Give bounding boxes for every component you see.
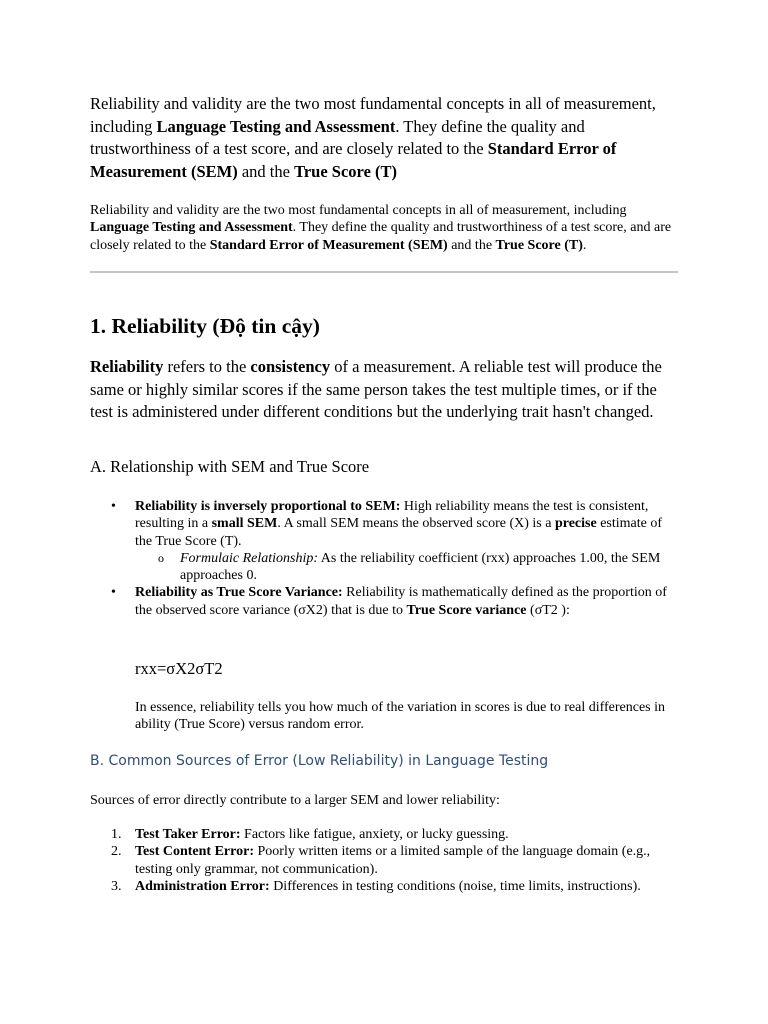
error-source-label: Test Content Error: xyxy=(135,844,254,860)
bullet-list-sem xyxy=(90,498,680,619)
bullet-inverse-proportional xyxy=(90,498,680,550)
intro-paragraph xyxy=(90,93,680,183)
bullet-bold-label: Reliability as True Score Variance: xyxy=(135,585,343,601)
error-source-text: Factors like fatigue, anxiety, or lucky guessing. xyxy=(240,827,509,842)
error-source-text: Poorly written items or a limited sample of the language domain (e.g., testing only grammar, not communication). xyxy=(135,844,651,877)
sub-bullet-formulaic-relationship xyxy=(90,550,680,585)
error-sources-list xyxy=(90,826,680,895)
list-number: 1. xyxy=(111,827,122,842)
section-heading-reliability: 1. Reliability (Độ tin cậy) xyxy=(90,314,320,338)
bullet-text: . A small SEM means the observed score (X) is a xyxy=(277,516,555,532)
summary-text: . xyxy=(582,237,587,253)
summary-text: and the xyxy=(447,237,496,253)
def-bold-consistency: consistency xyxy=(250,357,331,376)
bullet-bold-label: Reliability is inversely proportional to SEM: xyxy=(135,499,401,514)
summary-bold-language-testing: Language Testing and Assessment xyxy=(90,220,293,236)
reliability-definition xyxy=(90,356,680,424)
def-text: of a measurement. A reliable test will produce the same or highly similar scores if the same person takes the test multiple times, or if the test is administered under different conditions but the underlying trait hasn't changed. xyxy=(90,357,662,422)
summary-bold-true-score: True Score (T) xyxy=(495,237,583,253)
summary-paragraph xyxy=(90,202,680,254)
def-bold-reliability: Reliability xyxy=(90,357,164,376)
reliability-formula: rxx=σX2σT2 xyxy=(135,659,223,678)
list-number: 3. xyxy=(111,878,122,894)
bullet-bold-small-sem: small SEM xyxy=(211,516,278,532)
intro-bold-sem: Standard Error of Measurement (SEM) xyxy=(90,139,617,181)
error-source-label: Test Taker Error: xyxy=(135,827,241,842)
bullet-text: estimate of the True Score (T). xyxy=(135,516,663,549)
subheading-relationship-sem: A. Relationship with SEM and True Score xyxy=(90,457,370,476)
intro-bold-true-score: True Score (T) xyxy=(294,161,398,181)
essence-paragraph: In essence, reliability tells you how much of the variation in scores is due to real differences in ability (True Score) versus random error. xyxy=(135,700,666,733)
subheading-sources-of-error: B. Common Sources of Error (Low Reliability) in Language Testing xyxy=(90,753,549,769)
summary-bold-sem: Standard Error of Measurement (SEM) xyxy=(209,237,448,253)
bullet-bold-precise: precise xyxy=(554,516,597,532)
intro-text: . They define the quality and trustworthiness of a test score, and are closely related to the xyxy=(90,116,585,159)
intro-text: and the xyxy=(237,161,295,181)
sources-intro: Sources of error directly contribute to a larger SEM and lower reliability: xyxy=(90,793,500,808)
bullet-true-score-variance xyxy=(90,584,680,619)
error-source-text: Differences in testing conditions (noise, time limits, instructions). xyxy=(269,878,641,894)
summary-text: . They define the quality and trustworthiness of a test score, and are closely related to the xyxy=(90,220,672,253)
bullet-text: (σT2 ): xyxy=(526,602,570,618)
list-number: 2. xyxy=(111,844,122,860)
bullet-text: High reliability means the test is consistent, resulting in a xyxy=(135,499,649,532)
error-source-label: Administration Error: xyxy=(135,878,270,894)
error-source-item xyxy=(90,843,680,878)
bullet-bold-true-score-variance: True Score variance xyxy=(406,602,527,618)
horizontal-divider xyxy=(90,271,678,273)
intro-bold-language-testing: Language Testing and Assessment xyxy=(156,116,396,136)
sub-bullet-text: As the reliability coefficient (rxx) approaches 1.00, the SEM approaches 0. xyxy=(180,550,661,584)
error-source-item xyxy=(90,826,680,843)
intro-text: Reliability and validity are the two most fundamental concepts in all of measurement, including xyxy=(90,94,656,136)
def-text: refers to the xyxy=(163,357,251,376)
sub-bullet-italic-label: Formulaic Relationship: xyxy=(180,550,319,566)
error-source-item xyxy=(90,878,680,895)
bullet-text: Reliability is mathematically defined as the proportion of the observed score variance (σX2) that is due to xyxy=(135,585,667,618)
summary-text: Reliability and validity are the two most fundamental concepts in all of measurement, including xyxy=(90,203,627,218)
